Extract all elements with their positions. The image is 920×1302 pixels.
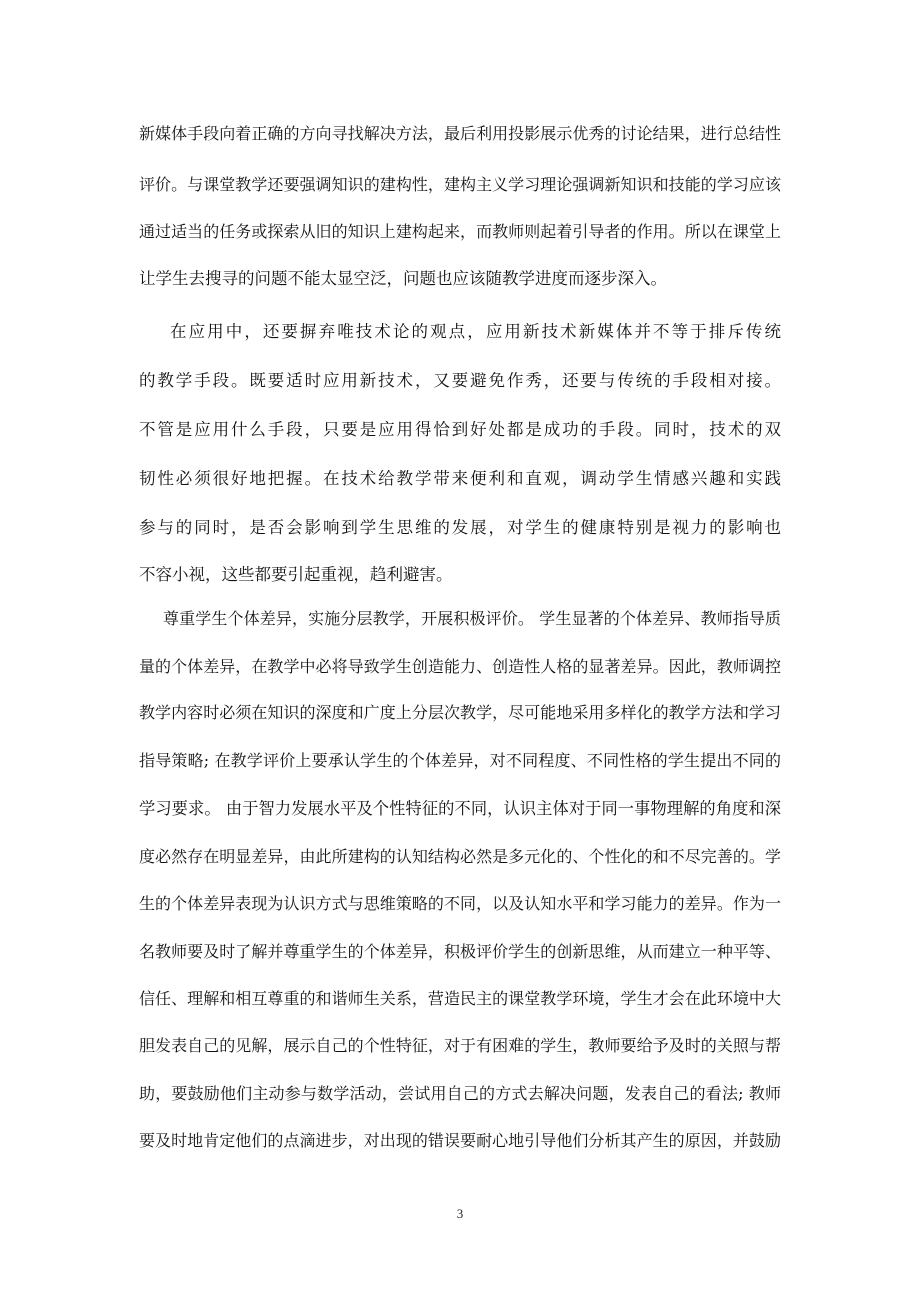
text-line: 度必然存在明显差异，由此所建构的认知结构必然是多元化的、个性化的和不尽完善的。学: [139, 847, 781, 866]
text-line: 不管是应用什么手段，只要是应用得恰到好处都是成功的手段。同时，技术的双: [139, 420, 781, 439]
text-line: 新媒体手段向着正确的方向寻找解决方法，最后利用投影展示优秀的讨论结果，进行总结性: [139, 124, 781, 143]
text-line: 不容小视，这些都要引起重视，趋利避害。: [139, 565, 453, 584]
text-line: 胆发表自己的见解，展示自己的个性特征，对于有困难的学生，教师要给予及时的关照与帮: [139, 1036, 781, 1055]
text-line: 教学内容时必须在知识的深度和广度上分层次教学，尽可能地采用多样化的教学方法和学习: [139, 703, 781, 722]
text-line: 学习要求。 由于智力发展水平及个性特征的不同，认识主体对于同一事物理解的角度和深: [139, 799, 781, 818]
text-line: 让学生去搜寻的问题不能太显空泛，问题也应该随教学进度而逐步深入。: [139, 269, 667, 288]
text-line: 的教学手段。既要适时应用新技术，又要避免作秀，还要与传统的手段相对接。: [139, 371, 781, 390]
text-line: 要及时地肯定他们的点滴进步，对出现的错误要耐心地引导他们分析其产生的原因，并鼓励: [139, 1131, 781, 1150]
text-line: 尊重学生个体差异，实施分层教学，开展积极评价。 学生显著的个体差异、教师指导质: [163, 609, 781, 628]
text-line: 通过适当的任务或探索从旧的知识上建构起来，而教师则起着引导者的作用。所以在课堂上: [139, 222, 781, 241]
page-number: 3: [456, 1206, 464, 1221]
text-line: 韧性必须很好地把握。在技术给教学带来便利和直观，调动学生情感兴趣和实践: [139, 469, 781, 488]
text-line: 量的个体差异，在教学中必将导致学生创造能力、创造性人格的显著差异。因此，教师调控: [139, 657, 781, 676]
text-line: 生的个体差异表现为认识方式与思维策略的不同，以及认知水平和学习能力的差异。作为一: [139, 894, 781, 913]
text-line: 评价。与课堂教学还要强调知识的建构性，建构主义学习理论强调新知识和技能的学习应该: [139, 175, 781, 194]
text-line: 名教师要及时了解并尊重学生的个体差异，积极评价学生的创新思维，从而建立一种平等、: [139, 942, 781, 961]
text-line: 在应用中，还要摒弃唯技术论的观点，应用新技术新媒体并不等于排斥传统: [170, 322, 781, 341]
text-line: 信任、理解和相互尊重的和谐师生关系，营造民主的课堂教学环境，学生才会在此环境中大: [139, 989, 781, 1008]
text-line: 助，要鼓励他们主动参与数学活动，尝试用自己的方式去解决问题，发表自己的看法; 教师: [139, 1084, 781, 1103]
text-line: 参与的同时，是否会影响到学生思维的发展，对学生的健康特别是视力的影响也: [139, 518, 781, 537]
text-line: 指导策略; 在教学评价上要承认学生的个体差异，对不同程度、不同性格的学生提出不同的: [139, 751, 781, 770]
